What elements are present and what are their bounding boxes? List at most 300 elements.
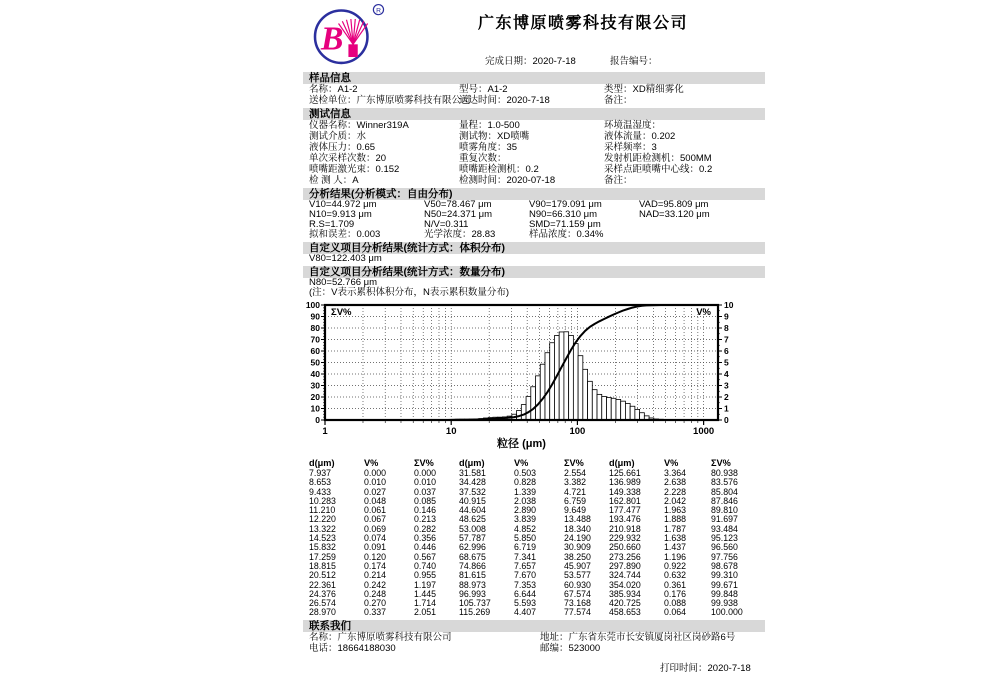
field-label: 液体压力：: [309, 142, 357, 153]
table-cell: 136.989: [609, 478, 664, 487]
field: [309, 153, 386, 164]
table-row: [303, 608, 765, 617]
table-cell: 7.657: [514, 562, 564, 571]
table-cell: 6.759: [564, 497, 609, 506]
table-cell: 0.632: [664, 571, 711, 580]
table-cell: 0.567: [414, 553, 459, 562]
section-custom-number-header: 自定义项目分析结果(统计方式：数量分布): [303, 266, 765, 278]
table-cell: 2.051: [414, 608, 459, 617]
table-cell: 210.918: [609, 525, 664, 534]
histogram-bar: [602, 397, 607, 420]
table-cell: 0.337: [364, 608, 414, 617]
field-value: 0.2: [526, 164, 539, 175]
table-cell: 91.697: [711, 515, 753, 524]
table-cell: 0.270: [364, 599, 414, 608]
table-cell: 0.242: [364, 581, 414, 590]
table-cell: 2.038: [514, 497, 564, 506]
field-label: 环境温湿度：: [604, 120, 661, 131]
table-cell: 354.020: [609, 581, 664, 590]
table-cell: 115.269: [459, 608, 514, 617]
table-cell: 1.445: [414, 590, 459, 599]
table-cell: 0.000: [364, 469, 414, 478]
table-cell: 2.228: [664, 488, 711, 497]
table-cell: 87.846: [711, 497, 753, 506]
field-label: 检测时间：: [459, 175, 507, 186]
field: [540, 632, 735, 643]
table-cell: 48.625: [459, 515, 514, 524]
field: [540, 643, 600, 654]
table-cell: 0.282: [414, 525, 459, 534]
table-cell: 12.220: [309, 515, 364, 524]
table-cell: 73.168: [564, 599, 609, 608]
table-cell: 177.477: [609, 506, 664, 515]
axis-left-tick-label: 80: [311, 323, 321, 333]
axis-right-tick-label: 3: [724, 381, 729, 391]
table-cell: 0.120: [364, 553, 414, 562]
field: [459, 142, 517, 153]
table-cell: 0.037: [414, 488, 459, 497]
analysis-value: V10=44.972 μm: [309, 200, 377, 210]
report-no-field: [610, 53, 658, 67]
axis-x-tick-label: 100: [569, 426, 585, 437]
table-cell: 3.839: [514, 515, 564, 524]
histogram-bar: [606, 397, 611, 420]
table-cell: 18.815: [309, 562, 364, 571]
section-test-info-header: 测试信息: [303, 108, 765, 120]
axis-left-tick-label: 30: [311, 381, 321, 391]
field: [459, 175, 555, 186]
field: [309, 120, 409, 131]
field: [604, 142, 657, 153]
field-value: A1-2: [488, 84, 508, 95]
table-cell: 324.744: [609, 571, 664, 580]
info-row: [303, 95, 765, 106]
field: [604, 95, 633, 106]
table-header-cell: ΣV%: [711, 457, 753, 469]
field-value: 3: [652, 142, 657, 153]
complete-date-value: 2020-7-18: [533, 56, 576, 67]
field-value: 水: [357, 131, 367, 142]
table-cell: 15.832: [309, 543, 364, 552]
table-cell: 62.996: [459, 543, 514, 552]
table-cell: 4.721: [564, 488, 609, 497]
table-cell: 0.010: [364, 478, 414, 487]
analysis-value: 样品浓度：0.34%: [529, 230, 603, 240]
table-cell: 0.074: [364, 534, 414, 543]
table-cell: 9.433: [309, 488, 364, 497]
field-label: 型号：: [459, 84, 488, 95]
field: [309, 84, 358, 95]
table-cell: 193.476: [609, 515, 664, 524]
table-cell: 74.866: [459, 562, 514, 571]
table-cell: 229.932: [609, 534, 664, 543]
field-value: 0.2: [699, 164, 712, 175]
table-cell: 1.888: [664, 515, 711, 524]
field: [309, 142, 375, 153]
field-value: 0.65: [357, 142, 376, 153]
analysis-value: N10=9.913 μm: [309, 210, 372, 220]
field-value: A1-2: [338, 84, 358, 95]
table-header-cell: d(μm): [609, 457, 664, 469]
histogram-bar: [578, 356, 583, 420]
axis-right-tick-label: 6: [724, 346, 729, 356]
field-value: 2020-7-18: [507, 95, 550, 106]
field: [309, 632, 452, 643]
table-cell: 17.259: [309, 553, 364, 562]
field: [309, 95, 471, 106]
info-row: [303, 175, 765, 186]
table-cell: 5.593: [514, 599, 564, 608]
field: [459, 95, 550, 106]
table-cell: 0.069: [364, 525, 414, 534]
table-cell: 40.915: [459, 497, 514, 506]
field-value: 523000: [569, 643, 601, 654]
info-row: [303, 643, 765, 654]
plot-border: [325, 305, 718, 420]
field-value: 1.0-500: [488, 120, 520, 131]
table-cell: 0.064: [664, 608, 711, 617]
analysis-value: V50=78.467 μm: [424, 200, 492, 210]
table-cell: 96.560: [711, 543, 753, 552]
field-value: Winner319A: [357, 120, 409, 131]
table-cell: 1.197: [414, 581, 459, 590]
table-cell: 3.382: [564, 478, 609, 487]
table-cell: 99.938: [711, 599, 753, 608]
table-cell: 98.678: [711, 562, 753, 571]
table-cell: 0.955: [414, 571, 459, 580]
axis-right-tick-label: 8: [724, 323, 729, 333]
table-cell: 1.787: [664, 525, 711, 534]
table-cell: 458.653: [609, 608, 664, 617]
field-label: 喷嘴距激光束：: [309, 164, 376, 175]
table-cell: 0.048: [364, 497, 414, 506]
table-cell: 99.671: [711, 581, 753, 590]
axis-right-tick-label: 1: [724, 404, 729, 414]
axis-right-tick-label: 5: [724, 358, 729, 368]
table-cell: 1.196: [664, 553, 711, 562]
table-cell: 0.085: [414, 497, 459, 506]
table-cell: 149.338: [609, 488, 664, 497]
table-cell: 0.828: [514, 478, 564, 487]
table-cell: 273.256: [609, 553, 664, 562]
table-cell: 100.000: [711, 608, 753, 617]
info-row: [303, 131, 765, 142]
table-cell: 2.890: [514, 506, 564, 515]
svg-text:R: R: [376, 7, 381, 14]
table-cell: 0.356: [414, 534, 459, 543]
field-label: 采样频率：: [604, 142, 652, 153]
table-cell: 4.852: [514, 525, 564, 534]
histogram-bar: [521, 405, 526, 420]
axis-right-title: V%: [696, 307, 711, 318]
table-cell: 0.088: [664, 599, 711, 608]
analysis-row: [303, 230, 765, 240]
field-label: 类型：: [604, 84, 633, 95]
particle-size-chart-svg: [303, 300, 765, 450]
info-row: [303, 142, 765, 153]
table-cell: 162.801: [609, 497, 664, 506]
field-value: 18664188030: [338, 643, 396, 654]
table-cell: 99.310: [711, 571, 753, 580]
table-cell: 7.670: [514, 571, 564, 580]
table-cell: 0.248: [364, 590, 414, 599]
table-cell: 97.756: [711, 553, 753, 562]
table-cell: 0.740: [414, 562, 459, 571]
field-label: 名称：: [309, 84, 338, 95]
sample-info-rows: [303, 84, 765, 106]
table-cell: 0.027: [364, 488, 414, 497]
field: [459, 84, 508, 95]
histogram-bar: [621, 401, 626, 420]
field: [309, 131, 366, 142]
field-value: 2020-07-18: [507, 175, 556, 186]
field-label: 备注：: [604, 175, 633, 186]
report-document: [303, 0, 765, 674]
field-label: 喷嘴距检测机：: [459, 164, 526, 175]
field: [604, 153, 712, 164]
section-custom-volume-header: 自定义项目分析结果(统计方式：体积分布): [303, 242, 765, 254]
histogram-bar: [635, 409, 640, 420]
table-cell: 420.725: [609, 599, 664, 608]
table-cell: 105.737: [459, 599, 514, 608]
histogram-bar: [559, 332, 564, 420]
table-header-cell: V%: [664, 457, 711, 469]
table-cell: 30.909: [564, 543, 609, 552]
field-label: 备注：: [604, 95, 633, 106]
histogram-bar: [611, 398, 616, 420]
table-cell: 24.376: [309, 590, 364, 599]
field-label: 采样点距喷嘴中心线：: [604, 164, 699, 175]
analysis-value: N90=66.310 μm: [529, 210, 597, 220]
histogram-bar: [625, 403, 630, 420]
section-contact-header: 联系我们: [303, 620, 765, 632]
table-header-cell: d(μm): [459, 457, 514, 469]
table-cell: 85.804: [711, 488, 753, 497]
field: [604, 84, 684, 95]
table-cell: 297.890: [609, 562, 664, 571]
field-label: 发射机距检测机：: [604, 153, 680, 164]
field-label: 仪器名称：: [309, 120, 357, 131]
field-value: 广东省东莞市长安镇厦岗社区岗砂路6号: [569, 632, 736, 643]
table-cell: 80.938: [711, 469, 753, 478]
field: [459, 164, 539, 175]
axis-right-tick-label: 9: [724, 312, 729, 322]
analysis-value: 光学浓度：28.83: [424, 230, 495, 240]
table-cell: 83.576: [711, 478, 753, 487]
axis-x-title: 粒径 (μm): [497, 436, 546, 450]
table-header-cell: ΣV%: [414, 457, 459, 469]
table-cell: 0.503: [514, 469, 564, 478]
histogram-bar: [540, 364, 545, 420]
table-cell: 44.604: [459, 506, 514, 515]
field-label: 送检单位：: [309, 95, 357, 106]
histogram-bar: [630, 406, 635, 420]
field-value: 500MM: [680, 153, 712, 164]
histogram-bar: [616, 399, 621, 420]
table-cell: 7.937: [309, 469, 364, 478]
table-cell: 9.649: [564, 506, 609, 515]
company-logo-icon: [309, 2, 387, 73]
field-label: 重复次数：: [459, 153, 507, 164]
table-cell: 4.407: [514, 608, 564, 617]
table-cell: 88.973: [459, 581, 514, 590]
histogram-bar: [583, 369, 588, 420]
table-cell: 67.574: [564, 590, 609, 599]
field-label: 名称：: [309, 632, 338, 643]
axis-left-tick-label: 60: [311, 346, 321, 356]
table-cell: 18.340: [564, 525, 609, 534]
report-no-label: 报告编号：: [610, 56, 658, 67]
analysis-result-rows: [303, 200, 765, 240]
table-cell: 3.364: [664, 469, 711, 478]
table-cell: 125.661: [609, 469, 664, 478]
axis-right-tick-label: 4: [724, 369, 729, 379]
table-cell: 11.210: [309, 506, 364, 515]
svg-text:B: B: [320, 20, 344, 57]
report-header: [303, 0, 765, 70]
custom-number-value: N80=52.766 μm: [303, 278, 765, 288]
section-analysis-header: 分析结果(分析模式：自由分布): [303, 188, 765, 200]
table-cell: 8.653: [309, 478, 364, 487]
field-label: 测试介质：: [309, 131, 357, 142]
field: [604, 175, 633, 186]
table-cell: 0.922: [664, 562, 711, 571]
axis-left-tick-label: 50: [311, 358, 321, 368]
table-cell: 77.574: [564, 608, 609, 617]
table-cell: 7.353: [514, 581, 564, 590]
table-cell: 81.615: [459, 571, 514, 580]
print-time-field: [303, 660, 765, 674]
field-label: 地址：: [540, 632, 569, 643]
axis-left-tick-label: 70: [311, 335, 321, 345]
field-value: XD喷嘴: [497, 131, 529, 142]
axis-right-tick-label: 2: [724, 392, 729, 402]
field-label: 检 测 人：: [309, 175, 352, 186]
field: [604, 164, 712, 175]
field-value: 35: [507, 142, 518, 153]
section-sample-info-header: 样品信息: [303, 72, 765, 84]
table-cell: 99.848: [711, 590, 753, 599]
distribution-note: (注：V表示累积体积分布，N表示累积数量分布): [303, 288, 765, 298]
table-cell: 0.176: [664, 590, 711, 599]
table-cell: 22.361: [309, 581, 364, 590]
table-cell: 26.574: [309, 599, 364, 608]
table-header-cell: V%: [514, 457, 564, 469]
table-cell: 0.146: [414, 506, 459, 515]
field-value: 广东博原喷雾科技有限公司: [357, 95, 471, 106]
table-cell: 0.214: [364, 571, 414, 580]
histogram-bar: [588, 381, 593, 420]
table-cell: 250.660: [609, 543, 664, 552]
analysis-value: 拟和误差：0.003: [309, 230, 380, 240]
table-cell: 10.283: [309, 497, 364, 506]
table-header-cell: V%: [364, 457, 414, 469]
company-name: 广东博原喷雾科技有限公司: [453, 10, 713, 33]
field-value: 20: [376, 153, 387, 164]
table-cell: 2.554: [564, 469, 609, 478]
analysis-value: N/V=0.311: [424, 220, 468, 230]
table-cell: 96.993: [459, 590, 514, 599]
table-cell: 1.963: [664, 506, 711, 515]
field-label: 单次采样次数：: [309, 153, 376, 164]
table-cell: 1.638: [664, 534, 711, 543]
table-cell: 2.042: [664, 497, 711, 506]
analysis-value: V90=179.091 μm: [529, 200, 602, 210]
table-cell: 2.638: [664, 478, 711, 487]
print-time-label: 打印时间：: [660, 663, 708, 674]
table-cell: 13.322: [309, 525, 364, 534]
table-cell: 0.446: [414, 543, 459, 552]
axis-x-tick-label: 10: [446, 426, 457, 437]
analysis-value: NAD=33.120 μm: [639, 210, 710, 220]
table-cell: 0.010: [414, 478, 459, 487]
table-cell: 6.719: [514, 543, 564, 552]
field-label: 送达时间：: [459, 95, 507, 106]
axis-left-title: ΣV%: [331, 307, 352, 318]
field: [459, 120, 520, 131]
field: [309, 164, 399, 175]
histogram-bar: [545, 353, 550, 420]
table-cell: 37.532: [459, 488, 514, 497]
axis-left-tick-label: 90: [311, 312, 321, 322]
complete-date-field: [485, 53, 576, 67]
axis-left-tick-label: 0: [315, 415, 320, 425]
field-label: 测试物：: [459, 131, 497, 142]
table-cell: 0.000: [414, 469, 459, 478]
axis-left-tick-label: 10: [311, 404, 321, 414]
field-label: 邮编：: [540, 643, 569, 654]
table-cell: 53.008: [459, 525, 514, 534]
field: [309, 643, 396, 654]
table-cell: 57.787: [459, 534, 514, 543]
table-header-cell: d(μm): [309, 457, 364, 469]
field-label: 液体流量：: [604, 131, 652, 142]
table-cell: 1.339: [514, 488, 564, 497]
table-header-cell: ΣV%: [564, 457, 609, 469]
info-row: [303, 153, 765, 164]
print-time-value: 2020-7-18: [708, 663, 751, 674]
table-cell: 89.810: [711, 506, 753, 515]
analysis-value: SMD=71.159 μm: [529, 220, 601, 230]
field-label: 电话：: [309, 643, 338, 654]
axis-right-tick-label: 0: [724, 415, 729, 425]
table-cell: 14.523: [309, 534, 364, 543]
field: [459, 153, 507, 164]
field: [459, 131, 529, 142]
table-cell: 60.930: [564, 581, 609, 590]
distribution-table: [303, 457, 765, 618]
table-cell: 7.341: [514, 553, 564, 562]
axis-x-tick-label: 1000: [693, 426, 714, 437]
table-cell: 93.484: [711, 525, 753, 534]
analysis-value: R.S=1.709: [309, 220, 354, 230]
table-cell: 5.850: [514, 534, 564, 543]
table-cell: 53.577: [564, 571, 609, 580]
table-cell: 13.488: [564, 515, 609, 524]
table-cell: 95.123: [711, 534, 753, 543]
histogram-bar: [564, 332, 569, 420]
histogram-bar: [531, 387, 536, 420]
analysis-value: VAD=95.809 μm: [639, 200, 708, 210]
field-value: XD精细雾化: [633, 84, 684, 95]
test-info-rows: [303, 120, 765, 186]
table-cell: 1.437: [664, 543, 711, 552]
table-cell: 0.067: [364, 515, 414, 524]
axis-x-tick-label: 1: [322, 426, 328, 437]
table-cell: 385.934: [609, 590, 664, 599]
field-label: 量程：: [459, 120, 488, 131]
table-cell: 34.428: [459, 478, 514, 487]
